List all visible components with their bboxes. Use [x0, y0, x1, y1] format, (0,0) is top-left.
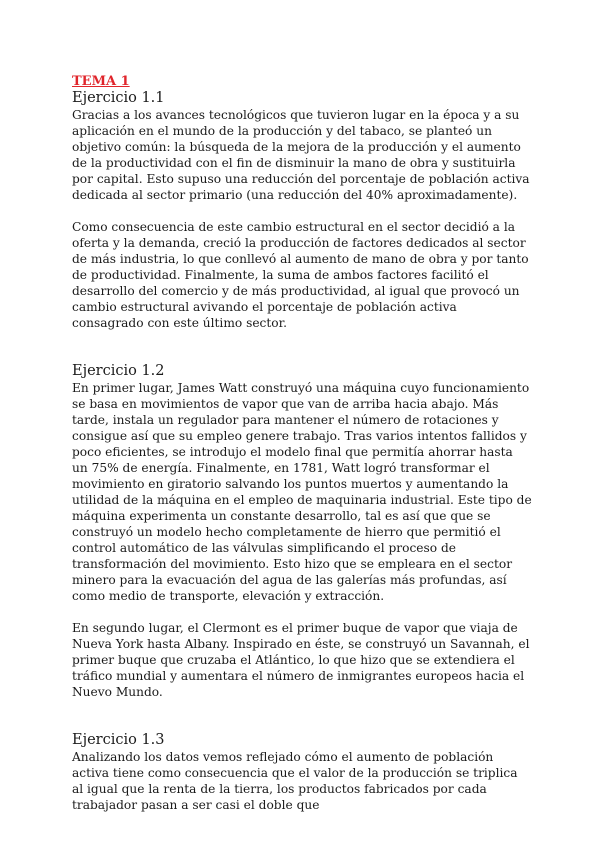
document-body — [72, 74, 532, 813]
paragraph-spacer — [72, 604, 532, 620]
paragraph-spacer — [72, 203, 532, 219]
paragraph: Como consecuencia de este cambio estructural en el sector decidió a la oferta y la demanda, creció la producción de factores dedicados al sector de más industria, lo que conllevó al aumento de mano de obra y por tanto de productividad. Finalmente, la suma de ambos factores facilitó el desarrollo del comercio y de más productividad, al igual que provocó un cambio estructural avivando el porcentaje de población activa consagrado con este último sector. — [72, 220, 529, 330]
section-heading-1-1: Ejercicio 1.1 — [72, 90, 165, 106]
paragraph: Gracias a los avances tecnológicos que tuvieron lugar en la época y a su aplicación en el mundo de la producción y del tabaco, se planteó un objetivo común: la búsqueda de la mejora de la producción y el aumento de la productividad con el fin de disminuir la mano de obra y sustituirla por capital. Esto supuso una reducción del porcentaje de población activa dedicada al sector primario (una reducción del 40% aproximadamente). — [72, 108, 530, 202]
paragraph: En primer lugar, James Watt construyó una máquina cuyo funcionamiento se basa en movimientos de vapor que van de arriba hacia abajo. Más tarde, instala un regulador para mantener el número de rotaciones y consigue así que su empleo genere trabajo. Tras varios intentos fallidos y poco eficientes, se introdujo el modelo final que permitía ahorrar hasta un 75% de energía. Finalmente, en 1781, Watt logró transformar el movimiento en giratorio salvando los puntos muertos y aumentando la utilidad de la máquina en el empleo de maquinaria industrial. Este tipo de máquina experimenta un constante desarrollo, tal es así que que se construyó un modelo hecho completamente de hierro que permitió el control automático de las válvulas simplificando el proceso de transformación del movimiento. Esto hizo que se empleara en el sector minero para la evacuación del agua de las galerías más profundas, así como medio de transporte, elevación y extracción. — [72, 381, 532, 603]
section-spacer — [72, 331, 532, 363]
section-heading-1-3: Ejercicio 1.3 — [72, 732, 165, 748]
document-title: TEMA 1 — [72, 74, 130, 89]
section-heading-1-2: Ejercicio 1.2 — [72, 363, 165, 379]
paragraph: En segundo lugar, el Clermont es el primer buque de vapor que viaja de Nueva York hasta Albany. Inspirado en éste, se construyó un Savannah, el primer buque que cruzaba el Atlántico, lo que hizo que se extendiera el tráfico mundial y aumentara el número de inmigrantes europeos hacia el Nuevo Mundo. — [72, 621, 530, 699]
section-spacer — [72, 700, 532, 732]
paragraph: Analizando los datos vemos reflejado cómo el aumento de población activa tiene como consecuencia que el valor de la producción se triplica al igual que la renta de la tierra, los productos fabricados por cada trabajador pasan a ser casi el doble que — [72, 750, 518, 812]
